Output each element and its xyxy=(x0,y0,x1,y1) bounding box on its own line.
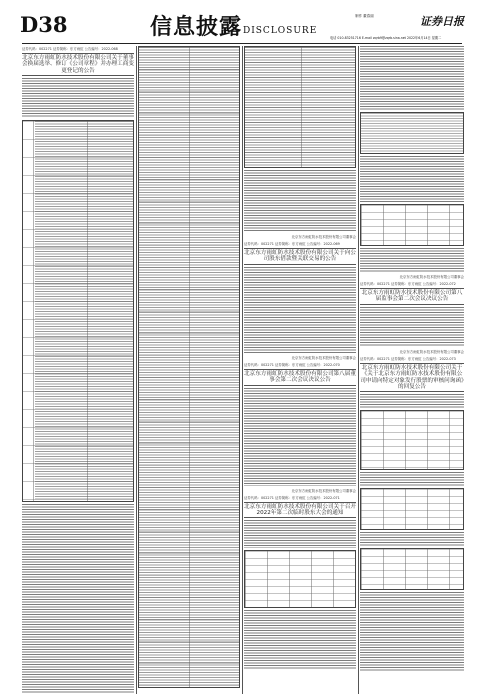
article-title: 北京东方雨虹防水技术股份有限公司第八届董事会第二次会议决议公告 xyxy=(244,369,356,386)
financial-table xyxy=(360,548,464,590)
body-text-block xyxy=(360,156,464,202)
body-text-block xyxy=(22,504,134,694)
form-text xyxy=(361,113,463,153)
column-divider xyxy=(242,46,243,694)
body-text-block xyxy=(360,46,464,110)
article-code-line: 证券代码：002271 证券简称：东方雨虹 公告编号：2022-072 xyxy=(360,282,456,286)
article-title: 北京东方雨虹防水技术股份有限公司关于向公司股东借款暨关联交易的公告 xyxy=(244,248,356,265)
signature: 北京东方雨虹防水技术股份有限公司董事会 xyxy=(291,488,356,493)
financial-table xyxy=(360,488,464,530)
body-text-block xyxy=(360,592,464,672)
body-text-block xyxy=(244,610,356,670)
financial-table xyxy=(360,410,464,470)
article-title: 北京东方雨虹防水技术股份有限公司关于董事会换届选举、修订《公司章程》并办理工商变更登记的公告 xyxy=(22,53,134,76)
column-2 xyxy=(138,46,240,694)
body-text-block xyxy=(360,248,464,272)
table-text xyxy=(245,47,355,167)
article-title: 北京东方雨虹防水技术股份有限公司关于《关于北京东方雨虹防水技术股份有限公司申请向特定对象发行股票的审核问询函》的回复公告 xyxy=(360,363,464,393)
body-text-block xyxy=(360,472,464,486)
article-code-line: 证券代码：002271 证券简称：东方雨虹 公告编号：2022-073 xyxy=(360,356,456,361)
body-text-block xyxy=(360,307,464,347)
registration-form xyxy=(360,112,464,154)
masthead-rule xyxy=(22,43,462,44)
column-1 xyxy=(22,46,134,694)
proposal-table xyxy=(244,550,356,608)
editor-line: 制作 董春丽 xyxy=(355,14,374,18)
body-text-block xyxy=(244,388,356,486)
page-number: D38 xyxy=(20,12,68,37)
column-divider xyxy=(136,46,137,694)
body-text-block xyxy=(360,394,464,408)
table-text xyxy=(35,121,133,501)
table-text xyxy=(139,47,239,687)
column-3 xyxy=(244,46,356,694)
article-code-line: 证券代码：002271 证券简称：东方雨虹 公告编号：2022-068 xyxy=(22,47,118,51)
section-subtitle: DISCLOSURE xyxy=(243,26,318,36)
amendment-table-tail xyxy=(244,46,356,168)
amendment-table-continued xyxy=(138,46,240,688)
column-divider xyxy=(358,46,359,694)
article-title: 北京东方雨虹防水技术股份有限公司关于召开2022年第二次临时股东大会的通知 xyxy=(244,502,356,519)
article-code-line: 证券代码：002271 证券简称：东方雨虹 公告编号：2022-069 xyxy=(244,242,340,246)
signature: 北京东方雨虹防水技术股份有限公司董事会 xyxy=(399,349,464,354)
amendment-table xyxy=(22,120,134,502)
body-text-block xyxy=(244,170,356,232)
article-code-line: 证券代码：002271 证券简称：东方雨虹 公告编号：2022-070 xyxy=(244,362,340,367)
signature: 北京东方雨虹防水技术股份有限公司董事会 xyxy=(399,275,464,279)
section-title: 信息披露 xyxy=(150,14,243,40)
column-4 xyxy=(360,46,464,694)
article-code-line: 证券代码：002271 证券简称：东方雨虹 公告编号：2022-071 xyxy=(244,495,340,500)
body-text-block xyxy=(22,78,134,118)
body-text-block xyxy=(244,520,356,548)
signature: 北京东方雨虹防水技术股份有限公司董事会 xyxy=(291,355,356,360)
body-text-block xyxy=(244,267,356,353)
date-line: 2022年6月14日 星期二 xyxy=(406,36,442,40)
article-title: 北京东方雨虹防水技术股份有限公司第八届监事会第二次会议决议公告 xyxy=(360,288,464,305)
masthead xyxy=(0,0,484,44)
newspaper-logo: 证券日报 xyxy=(420,15,464,28)
contact-line: 电话 010-83251716 E-mail zqrb9@zqrb.sina.net xyxy=(330,36,406,40)
body-text-block xyxy=(360,532,464,546)
signature: 北京东方雨虹防水技术股份有限公司董事会 xyxy=(291,235,356,239)
contact-date-line xyxy=(330,35,441,40)
voting-table xyxy=(360,204,464,246)
